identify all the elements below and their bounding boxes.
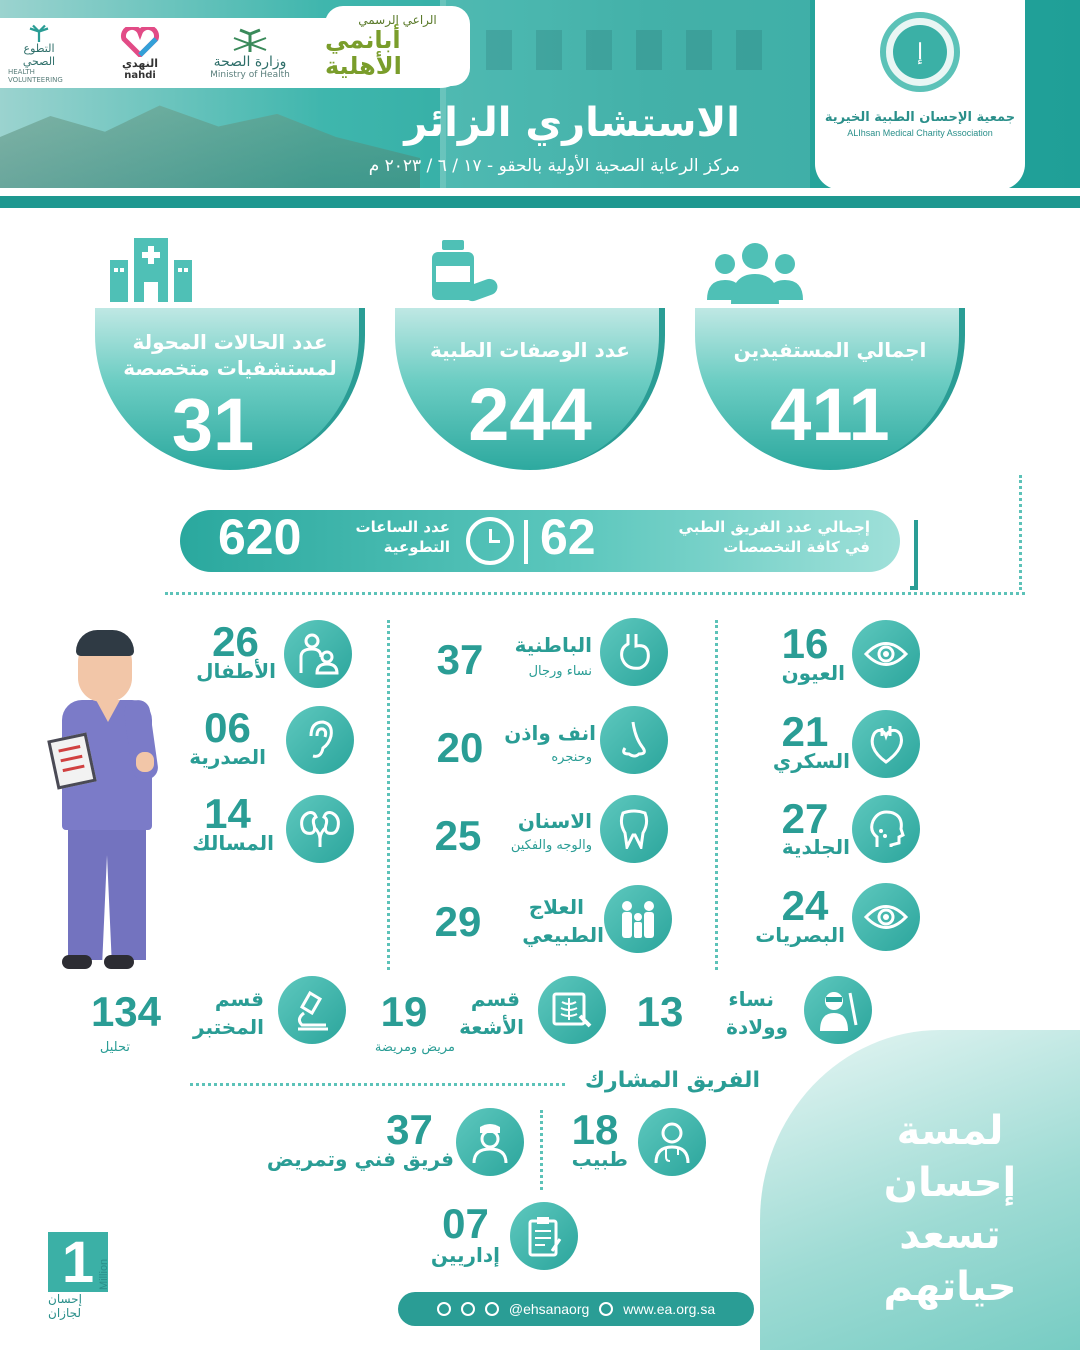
association-name-ar: جمعية الإحسان الطبية الخيرية: [824, 110, 1016, 125]
pill-bracket: [910, 520, 918, 590]
nahdi-logo: [100, 24, 180, 84]
family-icon: [604, 885, 672, 953]
radiology-label: قسم: [470, 987, 520, 1011]
admins-label: إداريين: [430, 1243, 500, 1267]
skin-face-icon: [852, 795, 920, 863]
official-sponsor-badge: [325, 6, 470, 86]
building-window: [636, 30, 662, 70]
dotted-column-divider: [540, 1110, 543, 1190]
website-link[interactable]: www.ea.org.sa: [623, 1301, 716, 1317]
mother-child-icon: [284, 620, 352, 688]
logo-subtext: nahdi: [124, 70, 156, 81]
million-caption-line: لجازان: [48, 1306, 81, 1321]
dermatology-value: 27: [781, 795, 829, 842]
doctor-hair: [76, 630, 134, 656]
lab-sublabel: تحليل: [99, 1040, 130, 1055]
million-caption-line: إحسان: [48, 1292, 82, 1306]
snapchat-icon[interactable]: [437, 1302, 451, 1316]
obstetrics-icon: [804, 976, 872, 1044]
eye-icon: [852, 883, 920, 951]
slogan-line: حياتهم: [883, 1264, 1017, 1310]
million-word: Million: [98, 1258, 110, 1290]
obgyn-label: نساء: [728, 987, 774, 1011]
hours-value: 620: [218, 509, 302, 565]
referrals-label: عدد الحالات المحولة: [132, 330, 328, 354]
urology-value: 14: [204, 790, 251, 837]
million-caption: [48, 1292, 128, 1321]
building-window: [686, 30, 712, 70]
tooth-icon: [600, 795, 668, 863]
doctor-hand: [136, 752, 154, 772]
diabetes-label: السكري: [772, 749, 850, 773]
ent-sublabel: وحنجره: [551, 750, 592, 765]
dotted-divider: [190, 1083, 565, 1086]
dotted-column-divider: [387, 620, 390, 970]
logo-subtext: Ministry of Health: [210, 70, 290, 80]
team-label-line: في كافة التخصصات: [723, 538, 870, 557]
logo-text: وزارة الصحة: [213, 54, 287, 70]
logo-subtext: HEALTH VOLUNTEERING: [8, 68, 63, 84]
beneficiaries-value: 411: [770, 373, 890, 456]
dotted-connector: [1019, 475, 1022, 590]
sponsor-label: الراعي الرسمي: [358, 12, 437, 27]
logo-text: النهدي: [121, 57, 159, 70]
hours-label-line: عدد الساعات: [355, 518, 450, 536]
eye-icon: [852, 620, 920, 688]
people-icon: [705, 238, 805, 306]
referrals-label: لمستشفيات متخصصة: [123, 356, 337, 380]
pediatrics-label: الأطفال: [196, 659, 276, 683]
optometry-value: 24: [781, 882, 829, 929]
radiology-sublabel: مريض ومريضة: [374, 1040, 455, 1055]
dental-sublabel: والوجه والفكين: [510, 838, 592, 853]
medicine-icon: [428, 238, 500, 306]
dental-value: 25: [434, 812, 482, 859]
building-window: [536, 30, 562, 70]
stomach-icon: [600, 618, 668, 686]
slogan-line: إحسان: [883, 1160, 1017, 1206]
doctors-value: 18: [571, 1106, 619, 1153]
prescriptions-label: عدد الوصفات الطبية: [430, 338, 630, 362]
dotted-column-divider: [715, 620, 718, 970]
logo-text: التطوع الصحي: [22, 42, 56, 68]
physio-label: العلاج: [528, 895, 584, 919]
microscope-icon: [278, 976, 346, 1044]
association-logo-icon: [880, 12, 960, 92]
pill-divider: [524, 520, 528, 564]
doctors-label: طبيب: [571, 1147, 628, 1171]
xray-icon: [538, 976, 606, 1044]
hours-label: [320, 517, 450, 558]
eyes-value: 16: [781, 620, 829, 667]
doctor-illustration: [68, 820, 146, 960]
social-handle[interactable]: @ehsanaorg: [508, 1301, 590, 1317]
nursing-label: فريق فني وتمريض: [266, 1147, 454, 1171]
internal-value: 37: [436, 636, 484, 683]
building-window: [486, 30, 512, 70]
ent-value: 20: [436, 724, 484, 771]
twitter-icon[interactable]: [485, 1302, 499, 1316]
diabetes-value: 21: [781, 708, 829, 755]
chest-label: الصدرية: [189, 745, 266, 769]
dermatology-label: الجلدية: [781, 835, 850, 859]
million-logo: 1: [48, 1232, 108, 1292]
slogan-line: تسعد: [899, 1212, 1001, 1258]
sponsor-name: أبانمي الأهلية: [325, 25, 402, 80]
building-window: [736, 30, 762, 70]
page-title: الاستشاري الزائر: [404, 100, 740, 146]
internal-sublabel: نساء ورجال: [528, 664, 592, 679]
team-label: [620, 517, 870, 558]
lab-value: 134: [90, 988, 162, 1035]
kidney-icon: [286, 795, 354, 863]
team-label-line: إجمالي عدد الفريق الطبي: [678, 518, 870, 536]
dotted-divider: [165, 592, 1025, 595]
obgyn-label: وولادة: [726, 1015, 788, 1039]
building-window: [586, 30, 612, 70]
optometry-label: البصريات: [755, 923, 845, 947]
ministry-of-health-logo: [200, 24, 300, 84]
physio-label: الطبيعي: [522, 923, 604, 947]
doctor-icon: [638, 1108, 706, 1176]
heart-icon: [120, 27, 160, 57]
ministry-emblem-icon: [230, 28, 270, 54]
heart-organ-icon: [852, 710, 920, 778]
globe-icon: [599, 1302, 613, 1316]
dental-label: الاسنان: [517, 809, 592, 833]
ent-label: انف واذن: [504, 721, 596, 745]
lab-label: قسم: [214, 987, 264, 1011]
slogan: [850, 1105, 1050, 1313]
palm-icon: [25, 24, 53, 42]
nose-icon: [600, 706, 668, 774]
lab-label: المختبر: [193, 1015, 264, 1039]
eyes-label: العيون: [781, 661, 845, 685]
doctor-shoe: [104, 955, 134, 969]
admins-value: 07: [442, 1200, 489, 1247]
pediatrics-value: 26: [212, 618, 259, 665]
obgyn-value: 13: [636, 988, 684, 1035]
slogan-line: لمسة: [896, 1108, 1004, 1154]
prescriptions-value: 244: [468, 373, 592, 456]
hours-label-line: التطوعية: [383, 538, 450, 557]
checklist-icon: [510, 1202, 578, 1270]
association-emblem: إ: [893, 25, 947, 79]
instagram-icon[interactable]: [461, 1302, 475, 1316]
clock-icon: [466, 517, 514, 565]
association-card: [815, 0, 1025, 190]
physio-value: 29: [434, 898, 482, 945]
doctor-shoe: [62, 955, 92, 969]
page-subtitle: مركز الرعاية الصحية الأولية بالحقو - ١٧ / ٦ / ٢٠٢٣ م: [368, 156, 740, 176]
association-name-en: ALIhsan Medical Charity Association: [847, 128, 993, 138]
health-volunteering-logo: [8, 24, 70, 84]
urology-label: المسالك: [192, 831, 274, 855]
team-heading: الفريق المشارك: [584, 1068, 760, 1093]
team-value: 62: [540, 509, 596, 565]
chest-value: 06: [204, 704, 251, 751]
internal-label: الباطنية: [514, 633, 592, 657]
referrals-value: 31: [171, 383, 255, 466]
header-divider: [0, 196, 1080, 208]
radiology-value: 19: [380, 988, 428, 1035]
radiology-label: الأشعة: [459, 1015, 524, 1039]
beneficiaries-label: اجمالي المستفيدين: [733, 338, 927, 362]
nursing-value: 37: [386, 1106, 433, 1153]
nurse-icon: [456, 1108, 524, 1176]
social-bar: [398, 1292, 754, 1326]
ear-icon: [286, 706, 354, 774]
hospital-icon: [108, 236, 194, 304]
